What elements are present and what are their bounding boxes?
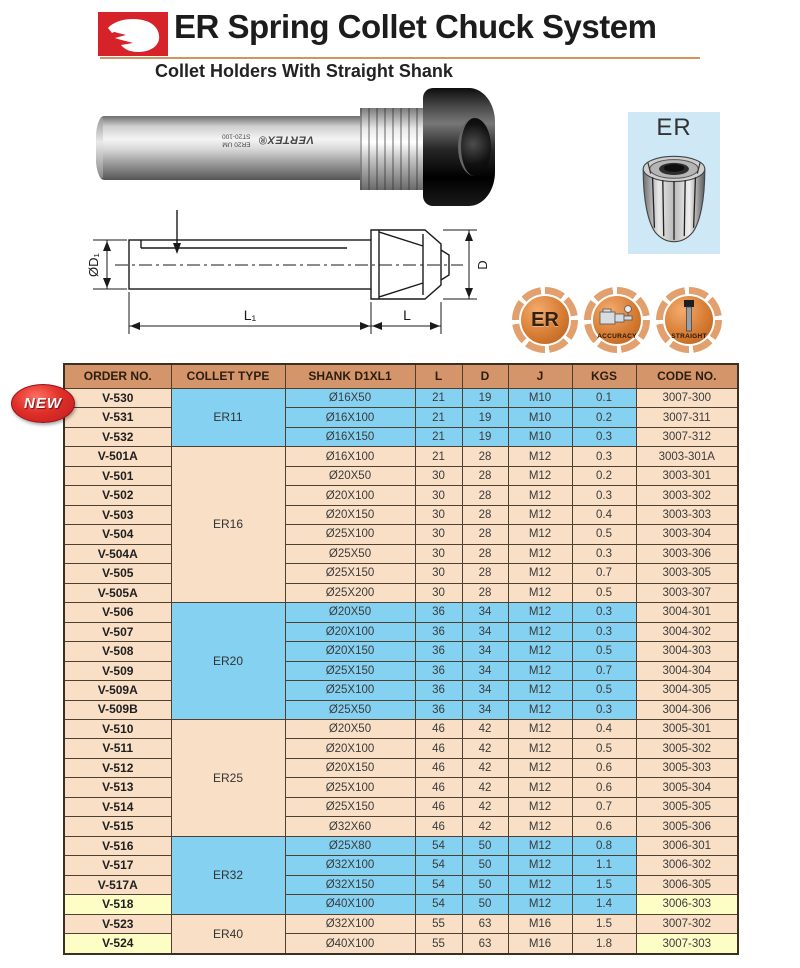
cell-order-no: V-504: [64, 525, 171, 544]
table-row: [64, 836, 738, 855]
cell-d: 28: [462, 564, 508, 583]
cell-l: 46: [415, 797, 462, 816]
cell-code-no: 3005-304: [636, 778, 738, 797]
cell-shank: Ø32X60: [285, 817, 415, 836]
eagle-logo-icon: [98, 12, 168, 56]
cell-order-no: V-501: [64, 466, 171, 485]
cell-d: 42: [462, 778, 508, 797]
cell-code-no: 3003-303: [636, 505, 738, 524]
cell-code-no: 3003-306: [636, 544, 738, 563]
cell-d: 50: [462, 875, 508, 894]
cell-kgs: 0.8: [572, 836, 636, 855]
cell-code-no: 3003-302: [636, 486, 738, 505]
cell-l: 46: [415, 778, 462, 797]
cell-kgs: 0.4: [572, 505, 636, 524]
cell-order-no: V-517A: [64, 875, 171, 894]
cell-j: M16: [508, 914, 572, 933]
cell-order-no: V-532: [64, 427, 171, 446]
cell-j: M12: [508, 564, 572, 583]
cell-shank: Ø20X150: [285, 758, 415, 777]
brand-marking: VERTEX®: [258, 133, 314, 146]
cell-d: 34: [462, 681, 508, 700]
cell-j: M12: [508, 486, 572, 505]
cell-j: M12: [508, 700, 572, 719]
cell-code-no: 3003-301: [636, 466, 738, 485]
collet-image: [632, 142, 716, 250]
table-row: [64, 739, 738, 758]
cell-order-no: V-509: [64, 661, 171, 680]
cell-j: M12: [508, 642, 572, 661]
cell-order-no: V-530: [64, 389, 171, 408]
page-subtitle: Collet Holders With Straight Shank: [155, 61, 453, 81]
cell-d: 34: [462, 661, 508, 680]
cell-shank: Ø40X100: [285, 895, 415, 914]
dim-label-l: L: [403, 307, 411, 323]
cell-d: 42: [462, 797, 508, 816]
cell-collet-type: ER40: [171, 914, 285, 954]
cell-code-no: 3007-303: [636, 934, 738, 954]
cell-d: 34: [462, 622, 508, 641]
cell-order-no: V-501A: [64, 447, 171, 466]
cell-j: M12: [508, 817, 572, 836]
cell-code-no: 3004-304: [636, 661, 738, 680]
cell-shank: Ø25X150: [285, 661, 415, 680]
cell-l: 30: [415, 466, 462, 485]
cell-kgs: 1.1: [572, 856, 636, 875]
cell-j: M12: [508, 797, 572, 816]
er-badge-label: ER: [531, 308, 559, 331]
cell-j: M12: [508, 661, 572, 680]
cell-d: 50: [462, 856, 508, 875]
cell-collet-type: ER11: [171, 389, 285, 447]
cell-code-no: 3007-300: [636, 389, 738, 408]
cell-l: 36: [415, 622, 462, 641]
cell-kgs: 0.5: [572, 525, 636, 544]
cell-l: 46: [415, 817, 462, 836]
accuracy-badge: [584, 287, 650, 353]
straight-shank-icon: [682, 300, 696, 332]
cell-shank: Ø32X100: [285, 914, 415, 933]
cell-j: M12: [508, 856, 572, 875]
cell-l: 21: [415, 447, 462, 466]
cell-shank: Ø25X50: [285, 700, 415, 719]
table-body: [64, 389, 738, 955]
column-header-j: J: [508, 364, 572, 389]
cell-shank: Ø20X50: [285, 603, 415, 622]
cell-l: 30: [415, 564, 462, 583]
cell-order-no: V-517: [64, 856, 171, 875]
cell-j: M12: [508, 895, 572, 914]
table-row: [64, 681, 738, 700]
cell-d: 50: [462, 895, 508, 914]
cell-code-no: 3006-302: [636, 856, 738, 875]
cell-code-no: 3004-301: [636, 603, 738, 622]
dim-label-od1: ØD₁: [86, 253, 101, 277]
table-row: [64, 758, 738, 777]
cell-kgs: 0.5: [572, 681, 636, 700]
cell-shank: Ø16X50: [285, 389, 415, 408]
table-row: [64, 427, 738, 446]
cell-d: 28: [462, 505, 508, 524]
cell-shank: Ø25X50: [285, 544, 415, 563]
cell-shank: Ø20X150: [285, 642, 415, 661]
cell-l: 30: [415, 544, 462, 563]
cell-l: 55: [415, 914, 462, 933]
cell-code-no: 3005-306: [636, 817, 738, 836]
cell-order-no: V-513: [64, 778, 171, 797]
cell-kgs: 0.5: [572, 739, 636, 758]
table-row: [64, 700, 738, 719]
cell-shank: Ø25X100: [285, 778, 415, 797]
cell-d: 34: [462, 642, 508, 661]
collet-collar: [360, 108, 423, 190]
cell-d: 28: [462, 525, 508, 544]
cell-d: 28: [462, 583, 508, 602]
cell-j: M12: [508, 875, 572, 894]
cell-order-no: V-515: [64, 817, 171, 836]
cell-j: M12: [508, 466, 572, 485]
cell-d: 34: [462, 603, 508, 622]
cell-order-no: V-505: [64, 564, 171, 583]
table-row: [64, 895, 738, 914]
cell-l: 46: [415, 719, 462, 738]
cell-l: 55: [415, 934, 462, 954]
cell-order-no: V-514: [64, 797, 171, 816]
cell-kgs: 0.6: [572, 778, 636, 797]
cell-d: 42: [462, 758, 508, 777]
cell-d: 42: [462, 739, 508, 758]
cell-l: 54: [415, 856, 462, 875]
cell-code-no: 3004-305: [636, 681, 738, 700]
cell-collet-type: ER32: [171, 836, 285, 914]
table-row: [64, 525, 738, 544]
cell-j: M12: [508, 447, 572, 466]
cell-kgs: 0.7: [572, 797, 636, 816]
cell-kgs: 0.3: [572, 700, 636, 719]
table-header-row: [64, 364, 738, 389]
cell-shank: Ø16X150: [285, 427, 415, 446]
cell-collet-type: ER25: [171, 719, 285, 836]
table-row: [64, 603, 738, 622]
cell-l: 46: [415, 739, 462, 758]
product-marking: [222, 132, 314, 148]
cell-code-no: 3005-301: [636, 719, 738, 738]
cell-j: M10: [508, 427, 572, 446]
cell-j: M12: [508, 836, 572, 855]
column-header-shank: SHANK D1XL1: [285, 364, 415, 389]
straight-badge-inner: [663, 294, 715, 346]
model-line2: ST20-100: [222, 132, 251, 140]
cell-kgs: 1.8: [572, 934, 636, 954]
column-header-l: L: [415, 364, 462, 389]
cell-order-no: V-509A: [64, 681, 171, 700]
cell-d: 50: [462, 836, 508, 855]
table-row: [64, 719, 738, 738]
table-row: [64, 778, 738, 797]
cell-l: 30: [415, 583, 462, 602]
cell-l: 54: [415, 875, 462, 894]
column-header-d: D: [462, 364, 508, 389]
cell-shank: Ø16X100: [285, 447, 415, 466]
product-photo: [92, 88, 492, 208]
new-badge: NEW: [11, 384, 75, 423]
er-badge-inner: [519, 294, 571, 346]
cell-j: M12: [508, 622, 572, 641]
cell-d: 34: [462, 700, 508, 719]
cell-d: 28: [462, 447, 508, 466]
cell-order-no: V-502: [64, 486, 171, 505]
cell-order-no: V-505A: [64, 583, 171, 602]
cell-order-no: V-504A: [64, 544, 171, 563]
cell-kgs: 0.4: [572, 719, 636, 738]
cell-d: 19: [462, 408, 508, 427]
cell-l: 30: [415, 505, 462, 524]
cell-kgs: 0.6: [572, 758, 636, 777]
model-marking: [222, 132, 251, 148]
cell-kgs: 0.3: [572, 427, 636, 446]
cell-j: M10: [508, 389, 572, 408]
cell-order-no: V-511: [64, 739, 171, 758]
table-row: [64, 486, 738, 505]
cell-d: 28: [462, 466, 508, 485]
cell-j: M12: [508, 525, 572, 544]
cell-kgs: 0.5: [572, 642, 636, 661]
cell-shank: Ø20X150: [285, 505, 415, 524]
cell-d: 63: [462, 914, 508, 933]
cell-j: M12: [508, 505, 572, 524]
er-badge: [512, 287, 578, 353]
cell-code-no: 3004-306: [636, 700, 738, 719]
cell-order-no: V-516: [64, 836, 171, 855]
cell-order-no: V-503: [64, 505, 171, 524]
table-row: [64, 583, 738, 602]
table-row: [64, 661, 738, 680]
cell-shank: Ø32X150: [285, 875, 415, 894]
cell-order-no: V-518: [64, 895, 171, 914]
dim-label-l1: L₁: [243, 307, 257, 323]
cell-shank: Ø20X50: [285, 466, 415, 485]
spec-table: [63, 363, 739, 955]
cell-order-no: V-523: [64, 914, 171, 933]
table-row: [64, 564, 738, 583]
cell-l: 36: [415, 642, 462, 661]
cell-shank: Ø40X100: [285, 934, 415, 954]
cell-code-no: 3004-303: [636, 642, 738, 661]
cell-l: 36: [415, 681, 462, 700]
cell-d: 28: [462, 486, 508, 505]
cell-code-no: 3005-305: [636, 797, 738, 816]
cell-order-no: V-512: [64, 758, 171, 777]
straight-badge: [656, 287, 722, 353]
cell-kgs: 0.3: [572, 622, 636, 641]
column-header-order-no: ORDER NO.: [64, 364, 171, 389]
cell-j: M12: [508, 778, 572, 797]
cell-shank: Ø20X100: [285, 622, 415, 641]
cell-kgs: 0.3: [572, 486, 636, 505]
cell-shank: Ø25X100: [285, 525, 415, 544]
table-row: [64, 447, 738, 466]
cell-shank: Ø32X100: [285, 856, 415, 875]
cell-order-no: V-509B: [64, 700, 171, 719]
cell-code-no: 3005-302: [636, 739, 738, 758]
cell-j: M12: [508, 719, 572, 738]
accuracy-badge-inner: [591, 294, 643, 346]
table-row: [64, 934, 738, 954]
table-row: [64, 875, 738, 894]
cell-l: 21: [415, 427, 462, 446]
er-panel-label: ER: [656, 114, 692, 141]
table-row: [64, 466, 738, 485]
cell-d: 19: [462, 427, 508, 446]
cell-j: M16: [508, 934, 572, 954]
table-row: [64, 505, 738, 524]
cell-kgs: 0.6: [572, 817, 636, 836]
cell-kgs: 0.1: [572, 389, 636, 408]
cell-shank: Ø25X100: [285, 681, 415, 700]
table-row: [64, 642, 738, 661]
cell-code-no: 3003-301A: [636, 447, 738, 466]
cell-l: 54: [415, 895, 462, 914]
cell-j: M12: [508, 758, 572, 777]
cell-kgs: 0.2: [572, 408, 636, 427]
cell-code-no: 3006-301: [636, 836, 738, 855]
table-row: [64, 856, 738, 875]
cell-j: M12: [508, 544, 572, 563]
cell-shank: Ø25X150: [285, 797, 415, 816]
accuracy-chuck-icon: [599, 303, 635, 329]
cell-kgs: 0.7: [572, 564, 636, 583]
cell-shank: Ø16X100: [285, 408, 415, 427]
cell-l: 30: [415, 486, 462, 505]
cell-l: 36: [415, 661, 462, 680]
cell-code-no: 3006-303: [636, 895, 738, 914]
cell-code-no: 3004-302: [636, 622, 738, 641]
title-underline: [100, 57, 700, 59]
table-row: [64, 817, 738, 836]
cell-l: 36: [415, 700, 462, 719]
dim-label-d: D: [475, 260, 490, 270]
cell-j: M12: [508, 583, 572, 602]
table-row: [64, 408, 738, 427]
column-header-collet-type: COLLET TYPE: [171, 364, 285, 389]
cell-j: M10: [508, 408, 572, 427]
cell-order-no: V-508: [64, 642, 171, 661]
cell-d: 19: [462, 389, 508, 408]
column-header-code-no: CODE NO.: [636, 364, 738, 389]
cell-shank: Ø20X50: [285, 719, 415, 738]
clamping-nut: [423, 88, 495, 206]
cell-code-no: 3007-312: [636, 427, 738, 446]
cell-code-no: 3003-304: [636, 525, 738, 544]
cell-kgs: 0.3: [572, 603, 636, 622]
cell-l: 21: [415, 408, 462, 427]
cell-kgs: 1.4: [572, 895, 636, 914]
cell-code-no: 3003-305: [636, 564, 738, 583]
cell-d: 63: [462, 934, 508, 954]
cell-d: 42: [462, 817, 508, 836]
cell-d: 42: [462, 719, 508, 738]
cell-l: 46: [415, 758, 462, 777]
cell-kgs: 1.5: [572, 875, 636, 894]
cell-l: 21: [415, 389, 462, 408]
cell-order-no: V-524: [64, 934, 171, 954]
feature-badges: [512, 287, 724, 355]
accuracy-badge-label: ACCURACY: [597, 333, 637, 340]
cell-code-no: 3005-303: [636, 758, 738, 777]
cell-order-no: V-531: [64, 408, 171, 427]
cell-shank: Ø25X200: [285, 583, 415, 602]
cell-l: 36: [415, 603, 462, 622]
cell-l: 54: [415, 836, 462, 855]
table-row: [64, 389, 738, 408]
table-row: [64, 622, 738, 641]
cell-code-no: 3007-302: [636, 914, 738, 933]
table-row: [64, 544, 738, 563]
page-title: ER Spring Collet Chuck System: [174, 8, 657, 45]
cell-code-no: 3007-311: [636, 408, 738, 427]
cell-code-no: 3003-307: [636, 583, 738, 602]
cell-l: 30: [415, 525, 462, 544]
cell-j: M12: [508, 681, 572, 700]
column-header-kgs: KGS: [572, 364, 636, 389]
cell-code-no: 3006-305: [636, 875, 738, 894]
model-line1: ER20 UM: [222, 140, 251, 148]
shank-cylinder: [96, 116, 364, 180]
table-row: [64, 797, 738, 816]
cell-kgs: 1.5: [572, 914, 636, 933]
cell-kgs: 0.3: [572, 447, 636, 466]
cell-shank: Ø20X100: [285, 486, 415, 505]
er-collet-panel: [628, 112, 720, 254]
cell-j: M12: [508, 739, 572, 758]
cell-d: 28: [462, 544, 508, 563]
cell-kgs: 0.3: [572, 544, 636, 563]
cell-kgs: 0.5: [572, 583, 636, 602]
nut-bore-hole: [458, 118, 491, 176]
cell-shank: Ø25X150: [285, 564, 415, 583]
table-row: [64, 914, 738, 933]
cell-kgs: 0.7: [572, 661, 636, 680]
cell-order-no: V-506: [64, 603, 171, 622]
cell-j: M12: [508, 603, 572, 622]
dimension-diagram: [85, 210, 490, 358]
cell-collet-type: ER16: [171, 447, 285, 603]
cell-shank: Ø20X100: [285, 739, 415, 758]
cell-kgs: 0.2: [572, 466, 636, 485]
straight-badge-label: STRAIGHT: [671, 333, 707, 340]
cell-collet-type: ER20: [171, 603, 285, 720]
cell-order-no: V-510: [64, 719, 171, 738]
cell-order-no: V-507: [64, 622, 171, 641]
cell-shank: Ø25X80: [285, 836, 415, 855]
